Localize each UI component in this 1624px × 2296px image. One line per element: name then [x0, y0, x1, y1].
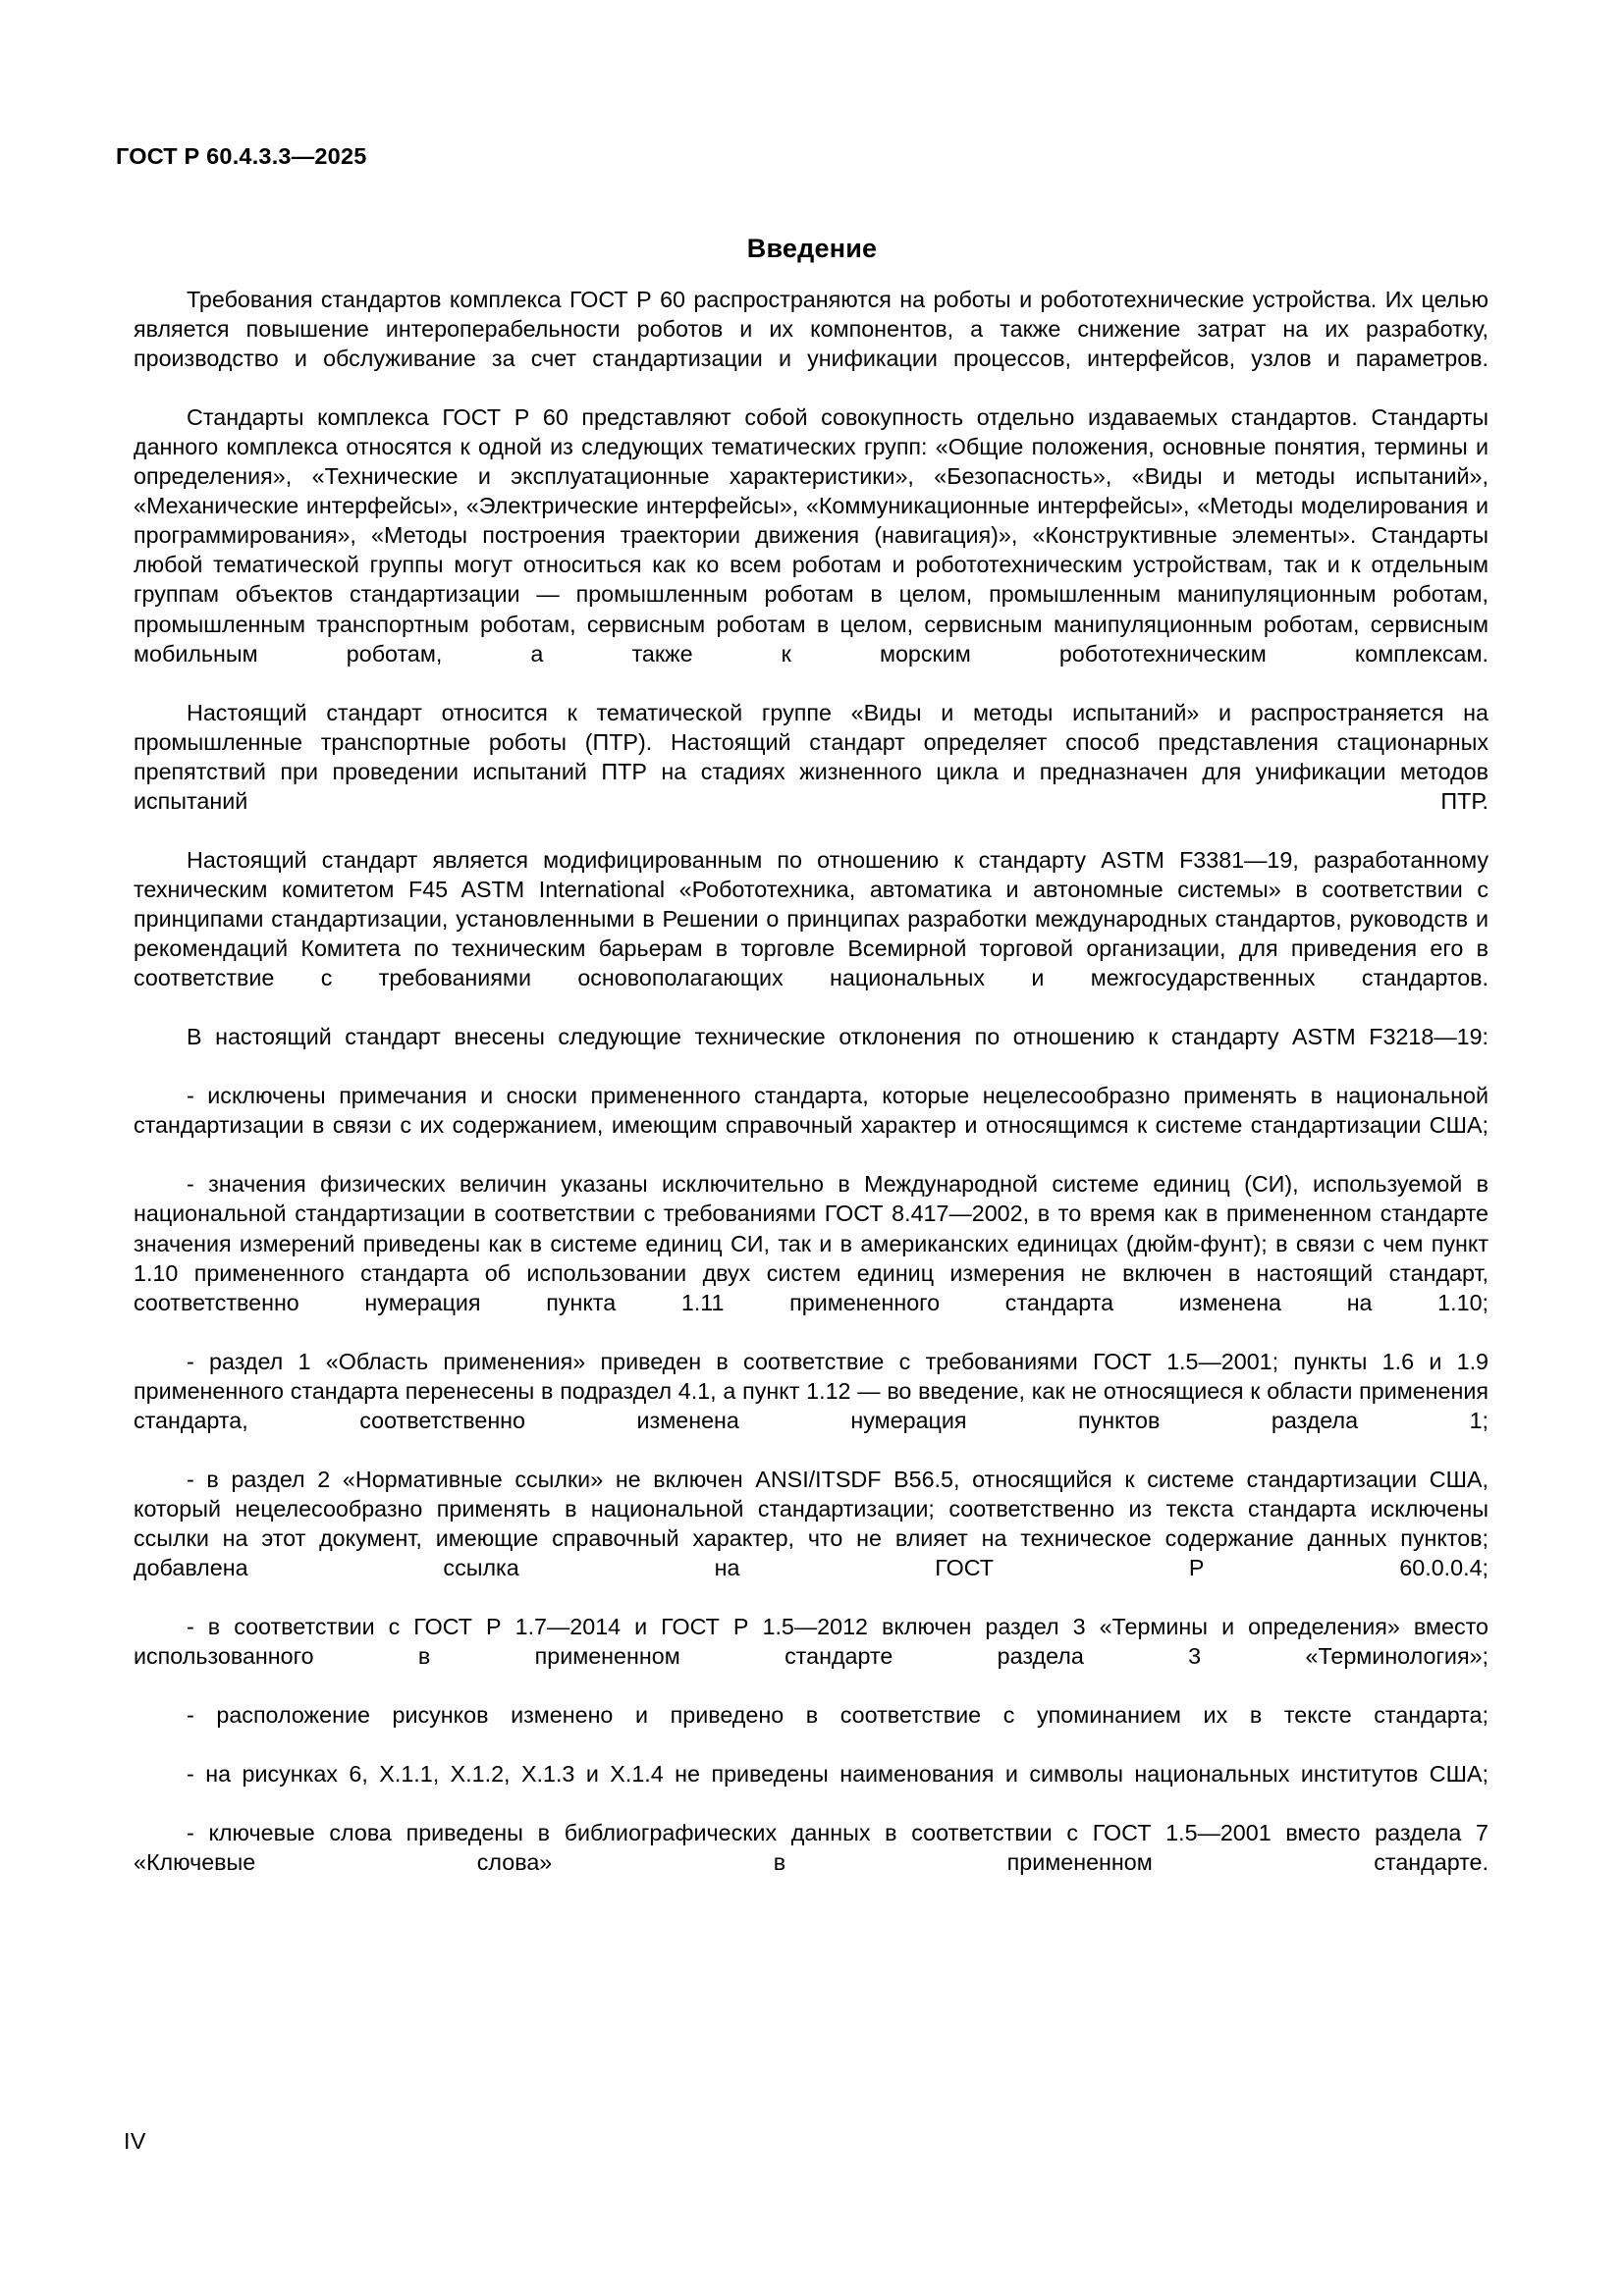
list-item: - в соответствии с ГОСТ Р 1.7—2014 и ГОСТ Р 1.5—2012 включен раздел 3 «Термины и определения» вместо использованного в примененном стандарте раздела 3 «Терминология»;: [134, 1614, 1489, 1670]
list-item: - исключены примечания и сноски примененного стандарта, которые нецелесообразно применять в национальной стандартизации в связи с их содержанием, имеющим справочный характер и относящимся к системе стандартизации США;: [134, 1083, 1489, 1139]
paragraph: Стандарты комплекса ГОСТ Р 60 представляют собой совокупность отдельно издаваемых стандартов. Стандарты данного комплекса относятся к одной из следующих тематических групп: «Общие положения, основные понятия, термины и определения», «Технические и эксплуатационные характеристики», «Безопасность», «Виды и методы испытаний», «Механические интерфейсы», «Электрические интерфейсы», «Коммуникационные интерфейсы», «Методы моделирования и программирования», «Методы построения траектории движения (навигация)», «Конструктивные элементы». Стандарты любой тематической группы могут относиться как ко всем роботам и робототехническим устройствам, так и к отдельным группам объектов стандартизации — промышленным роботам в целом, промышленным манипуляционным роботам, промышленным транспортным роботам, сервисным роботам в целом, сервисным манипуляционным роботам, сервисным мобильным роботам, а также к морским робототехническим комплексам.: [134, 404, 1489, 667]
paragraph: Требования стандартов комплекса ГОСТ Р 60 распространяются на роботы и робототехнические устройства. Их целью является повышение интероперабельности роботов и их компонентов, а также снижение затрат на их разработку, производство и обслуживание за счет стандартизации и унификации процессов, интерфейсов, узлов и параметров.: [134, 287, 1489, 372]
page-title: Введение: [746, 234, 878, 264]
list-item: - значения физических величин указаны исключительно в Международной системе единиц (СИ), используемой в национальной стандартизации в соответствии с требованиями ГОСТ 8.417—2002, в то время как в примененном стандарте значения измерений приведены как в системе единиц СИ, так и в американских единицах (дюйм-фунт); в связи с чем пункт 1.10 примененного стандарта об использовании двух систем единиц измерения не включен в настоящий стандарт, соответственно нумерация пункта 1.11 примененного стандарта изменена на 1.10;: [134, 1171, 1489, 1315]
paragraph: Настоящий стандарт является модифицированным по отношению к стандарту ASTM F3381—19, разработанному техническим комитетом F45 ASTM International «Робототехника, автоматика и автономные системы» в соответствии с принципами стандартизации, установленными в Решении о принципах разработки международных стандартов, руководств и рекомендаций Комитета по техническим барьерам в торговле Всемирной торговой организации, для приведения его в соответствие с требованиями основополагающих национальных и межгосударственных стандартов.: [134, 846, 1489, 991]
list-item: - в раздел 2 «Нормативные ссылки» не включен ANSI/ITSDF B56.5, относящийся к системе стандартизации США, который нецелесообразно применять в национальной стандартизации; соответственно из текста стандарта исключены ссылки на этот документ, имеющие справочный характер, что не влияет на техническое содержание данных пунктов; добавлена ссылка на ГОСТ Р 60.0.0.4;: [134, 1466, 1489, 1581]
list-item: - на рисунках 6, X.1.1, X.1.2, X.1.3 и X.1.4 не приведены наименования и символы национальных институтов США;: [187, 1761, 1489, 1788]
page-number: IV: [124, 2128, 146, 2154]
body-text-column: [134, 285, 1489, 1907]
list-item: - ключевые слова приведены в библиографических данных в соответствии с ГОСТ 1.5—2001 вместо раздела 7 «Ключевые слова» в примененном стандарте.: [134, 1820, 1489, 1876]
paragraph: Настоящий стандарт относится к тематической группе «Виды и методы испытаний» и распространяется на промышленные транспортные роботы (ПТР). Настоящий стандарт определяет способ представления стационарных препятствий при проведении испытаний ПТР на стадиях жизненного цикла и предназначен для унификации методов испытаний ПТР.: [134, 699, 1489, 814]
running-head: ГОСТ Р 60.4.3.3—2025: [116, 143, 367, 169]
list-item: - расположение рисунков изменено и приведено в соответствие с упоминанием их в тексте стандарта;: [187, 1702, 1489, 1729]
list-item: - раздел 1 «Область применения» приведен в соответствие с требованиями ГОСТ 1.5—2001; пункты 1.6 и 1.9 примененного стандарта перенесены в подраздел 4.1, а пункт 1.12 — во введение, как не относящиеся к области применения стандарта, соответственно изменена нумерация пунктов раздела 1;: [134, 1348, 1489, 1433]
paragraph: В настоящий стандарт внесены следующие технические отклонения по отношению к стандарту ASTM F3218—19:: [187, 1024, 1489, 1050]
